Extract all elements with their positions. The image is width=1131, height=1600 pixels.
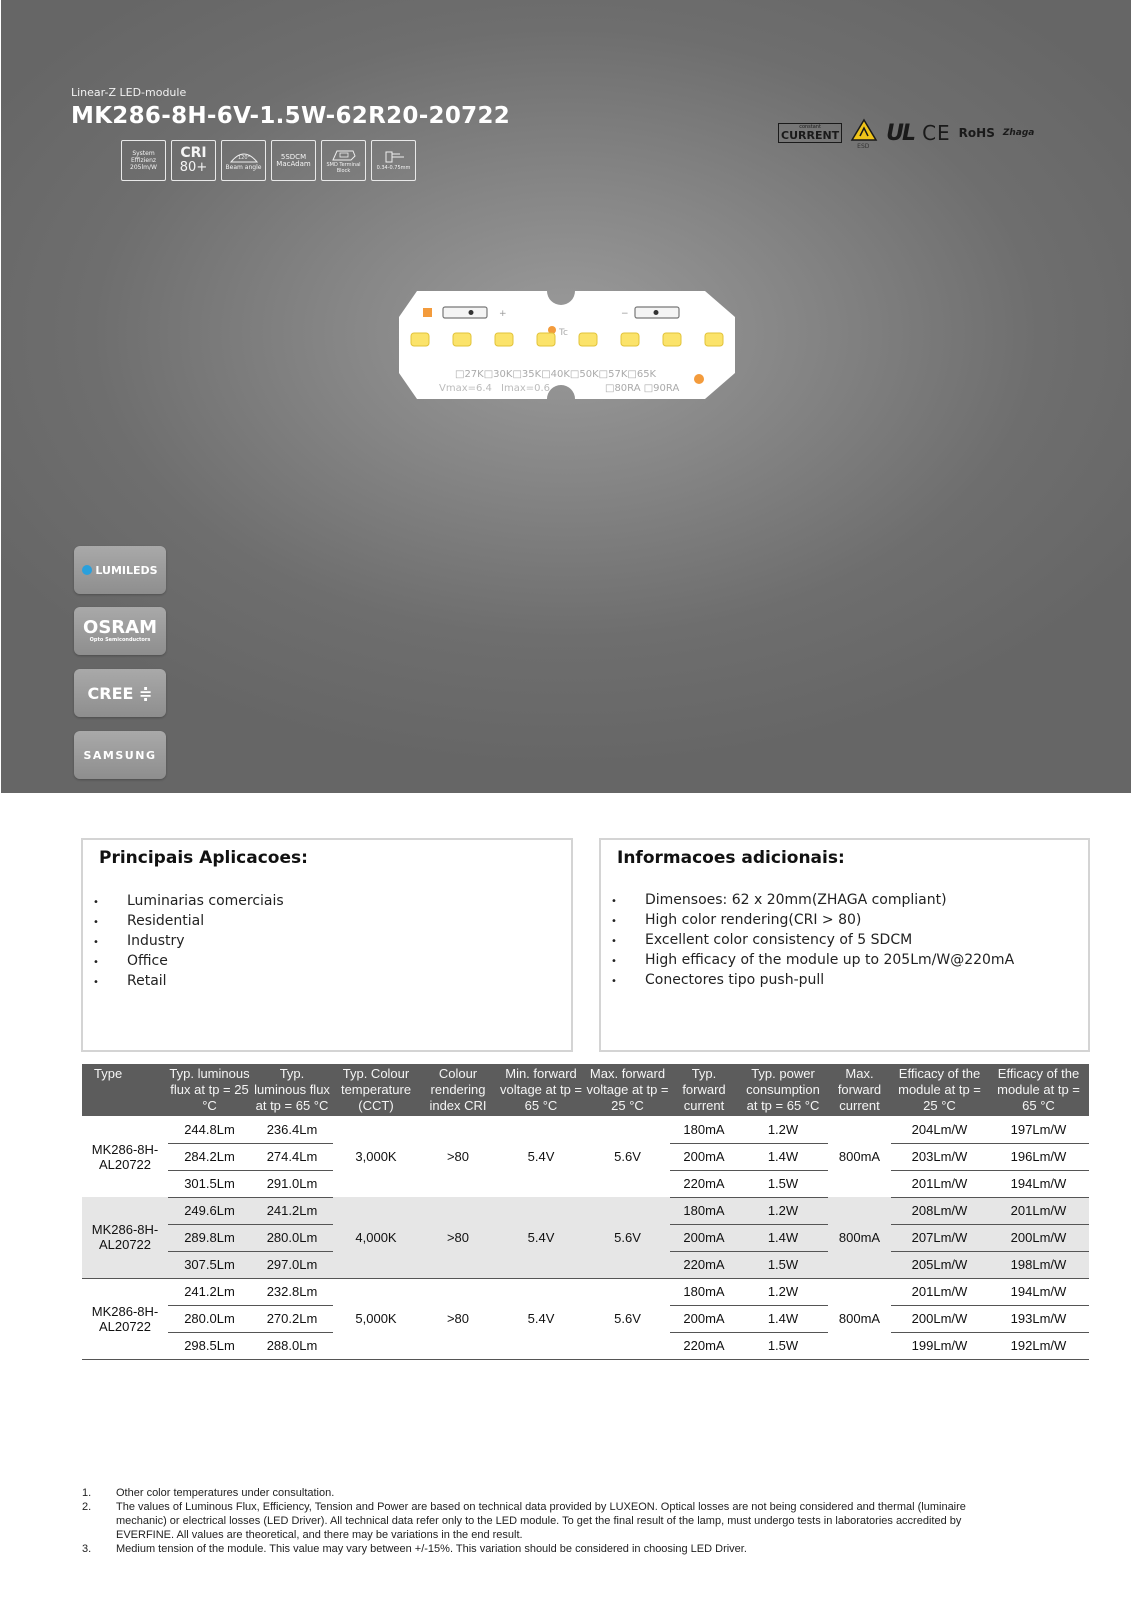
table-cell: 194Lm/W (988, 1278, 1089, 1305)
list-item: • Retail (93, 972, 284, 992)
esd-icon: ESD (850, 118, 878, 148)
table-cell: 1.5W (738, 1170, 828, 1197)
table-cell: 5.6V (614, 1149, 641, 1164)
svg-text:Tc: Tc (559, 328, 568, 338)
wire-gauge-badge: 0.34-0.75mm (371, 140, 416, 181)
column-header: Colour rendering index CRI (419, 1064, 497, 1116)
column-header: Efficacy of the module at tp = 65 °C (988, 1064, 1089, 1116)
list-item: • High efficacy of the module up to 205Lm/W@220mA (611, 951, 1014, 971)
svg-text:Vmax=6.4: Vmax=6.4 (439, 383, 492, 394)
list-item: • Dimensoes: 62 x 20mm(ZHAGA compliant) (611, 891, 1014, 911)
svg-text:□80RA □90RA: □80RA □90RA (605, 383, 680, 394)
table-cell: 274.4Lm (251, 1143, 333, 1170)
table-cell: 3,000K (355, 1149, 397, 1164)
table-cell: 1.5W (738, 1251, 828, 1278)
table-cell: 180mA (670, 1116, 738, 1143)
table-cell: >80 (446, 1149, 470, 1164)
table-cell: >80 (419, 1278, 497, 1359)
table-cell: 4,000K (333, 1197, 419, 1278)
table-cell: 800mA (838, 1149, 881, 1164)
list-item: • Luminarias comerciais (93, 892, 284, 912)
table-cell: 280.0Lm (168, 1305, 251, 1332)
table-cell: 1.5W (738, 1332, 828, 1359)
table-row (82, 1197, 1089, 1224)
osram-logo: OSRAM Opto Semiconductors (74, 607, 166, 655)
table-cell: 203Lm/W (891, 1143, 988, 1170)
samsung-logo: SAMSUNG (74, 731, 166, 779)
table-cell: 207Lm/W (891, 1224, 988, 1251)
table-cell: 800mA (828, 1197, 891, 1278)
lumileds-icon (82, 565, 92, 575)
table-cell: 5,000K (333, 1278, 419, 1359)
table-cell: 198Lm/W (988, 1251, 1089, 1278)
footnote: 1. Other color temperatures under consultation. (82, 1487, 335, 1499)
table-cell: 192Lm/W (988, 1332, 1089, 1359)
list-item: • High color rendering(CRI > 80) (611, 911, 1014, 931)
svg-text:Imax=0.6: Imax=0.6 (501, 383, 551, 394)
terminal-block-icon (331, 148, 357, 162)
type-cell: MK286-8H-AL20722 (91, 1141, 159, 1172)
table-cell: 200mA (670, 1305, 738, 1332)
terminal-block-badge: SMD Terminal Block (321, 140, 366, 181)
applications-panel (81, 838, 573, 1052)
beam-angle-icon (229, 150, 259, 164)
table-cell: 197Lm/W (988, 1116, 1089, 1143)
applications-title: Principais Aplicacoes: (99, 848, 308, 868)
applications-list (93, 892, 284, 992)
table-cell: 208Lm/W (891, 1197, 988, 1224)
zhaga-logo: Zhaga (1002, 128, 1035, 138)
table-cell: 194Lm/W (988, 1170, 1089, 1197)
table-cell: 1.2W (738, 1116, 828, 1143)
table-cell: >80 (419, 1197, 497, 1278)
list-item: • Conectores tipo push-pull (611, 971, 1014, 991)
column-header: Efficacy of the module at tp = 25 °C (891, 1064, 988, 1116)
table-cell: 800mA (828, 1278, 891, 1359)
wire-icon (380, 149, 408, 165)
product-title: MK286-8H-6V-1.5W-62R20-20722 (71, 103, 511, 129)
table-cell: 1.4W (738, 1305, 828, 1332)
table-cell: 241.2Lm (168, 1278, 251, 1305)
svg-text:−: − (621, 309, 629, 319)
column-header: Min. forward voltage at tp = 65 °C (497, 1064, 585, 1116)
additional-info-title: Informacoes adicionais: (617, 848, 845, 868)
table-cell: 289.8Lm (168, 1224, 251, 1251)
column-header: Typ. luminous flux at tp = 65 °C (251, 1064, 333, 1116)
table-cell: 1.4W (738, 1224, 828, 1251)
feature-icons (121, 140, 416, 181)
column-header: Max. forward voltage at tp = 25 °C (585, 1064, 670, 1116)
list-item: • Residential (93, 912, 284, 932)
column-header: Typ. forward current (670, 1064, 738, 1116)
table-cell: 1.4W (738, 1143, 828, 1170)
footnote: 3. Medium tension of the module. This value may vary between +/-15%. This variation should be considered in choosing LED Driver. (82, 1543, 747, 1555)
column-header: Type (82, 1064, 168, 1116)
constant-current-logo: constant CURRENT (778, 123, 842, 143)
svg-text:□27K□30K□35K□40K□50K□57K□65K: □27K□30K□35K□40K□50K□57K□65K (455, 369, 657, 380)
cri-badge: CRI 80+ (171, 140, 216, 181)
ce-logo: CE (922, 121, 951, 145)
table-cell: 201Lm/W (891, 1170, 988, 1197)
efficiency-badge: System Effizienz 205lm/W (121, 140, 166, 181)
column-header: Typ. luminous flux at tp = 25 °C (168, 1064, 251, 1116)
table-cell: 5.6V (585, 1197, 670, 1278)
table-cell: 284.2Lm (168, 1143, 251, 1170)
column-header: Max. forward current (828, 1064, 891, 1116)
table-header-row (82, 1064, 1089, 1116)
table-cell: 200Lm/W (891, 1305, 988, 1332)
table-cell: 193Lm/W (988, 1305, 1089, 1332)
column-header: Typ. power consumption at tp = 65 °C (738, 1064, 828, 1116)
table-cell: 204Lm/W (891, 1116, 988, 1143)
table-cell: 5.4V (497, 1278, 585, 1359)
beam-angle-badge: 120° Beam angle (221, 140, 266, 181)
rohs-logo: RoHS (958, 126, 995, 140)
svg-text:+: + (499, 309, 507, 319)
table-cell: 201Lm/W (891, 1278, 988, 1305)
table-cell: 270.2Lm (251, 1305, 333, 1332)
table-cell: 301.5Lm (168, 1170, 251, 1197)
table-cell: 220mA (670, 1170, 738, 1197)
table-cell: 244.8Lm (168, 1116, 251, 1143)
table-cell: 280.0Lm (251, 1224, 333, 1251)
additional-info-list (611, 891, 1014, 991)
table-cell: 180mA (670, 1197, 738, 1224)
table-row (82, 1116, 1089, 1143)
table-cell: 200mA (670, 1143, 738, 1170)
list-item: • Excellent color consistency of 5 SDCM (611, 931, 1014, 951)
ul-logo: UL (886, 120, 915, 146)
footnotes (82, 1486, 1016, 1556)
table-cell: 199Lm/W (891, 1332, 988, 1359)
table-cell: 1.2W (738, 1197, 828, 1224)
type-cell: MK286-8H-AL20722 (82, 1278, 168, 1359)
table-row (82, 1278, 1089, 1305)
svg-text:120°: 120° (237, 155, 250, 161)
table-cell: 249.6Lm (168, 1197, 251, 1224)
list-item: • Office (93, 952, 284, 972)
table-cell: 297.0Lm (251, 1251, 333, 1278)
table-cell: 196Lm/W (988, 1143, 1089, 1170)
spec-table (82, 1064, 1089, 1360)
type-cell: MK286-8H-AL20722 (82, 1197, 168, 1278)
table-cell: 5.4V (527, 1149, 555, 1164)
table-cell: 232.8Lm (251, 1278, 333, 1305)
hero-banner (1, 0, 1131, 793)
table-cell: 307.5Lm (168, 1251, 251, 1278)
list-item: • Industry (93, 932, 284, 952)
table-cell: 200mA (670, 1224, 738, 1251)
table-cell: 291.0Lm (251, 1170, 333, 1197)
table-cell: 241.2Lm (251, 1197, 333, 1224)
product-subtitle: Linear-Z LED-module (71, 86, 187, 99)
cree-logo: CREE ≑ (74, 669, 166, 717)
table-cell: 220mA (670, 1332, 738, 1359)
column-header: Typ. Colour temperature (CCT) (333, 1064, 419, 1116)
additional-info-panel (599, 838, 1090, 1052)
table-cell: 180mA (670, 1278, 738, 1305)
table-cell: 1.2W (738, 1278, 828, 1305)
table-cell: 5.6V (585, 1278, 670, 1359)
pcb-drawing (399, 291, 735, 399)
table-cell: 200Lm/W (988, 1224, 1089, 1251)
certification-logos (778, 118, 1034, 148)
table-cell: 201Lm/W (988, 1197, 1089, 1224)
table-cell: 220mA (670, 1251, 738, 1278)
table-cell: 298.5Lm (168, 1332, 251, 1359)
led-module-image (399, 291, 735, 399)
table-cell: 288.0Lm (251, 1332, 333, 1359)
lumileds-logo: LUMILEDS (74, 546, 166, 594)
table-cell: 236.4Lm (251, 1116, 333, 1143)
table-cell: 5.4V (497, 1197, 585, 1278)
table-cell: 205Lm/W (891, 1251, 988, 1278)
sdcm-badge: 5SDCM MacAdam (271, 140, 316, 181)
footnote: 2. The values of Luminous Flux, Efficiency, Tension and Power are based on technical data provided by LUXEON. Optical losses are not being considered and thermal (luminaire mechanic) or electrical losses (LED Driver). All technical data refer only to the LED module. To get the final result of the lamp, must undergo tests in laboratories accredited by EVERFINE. All values are theoretical, and there may be variations in the end result. (82, 1501, 966, 1541)
